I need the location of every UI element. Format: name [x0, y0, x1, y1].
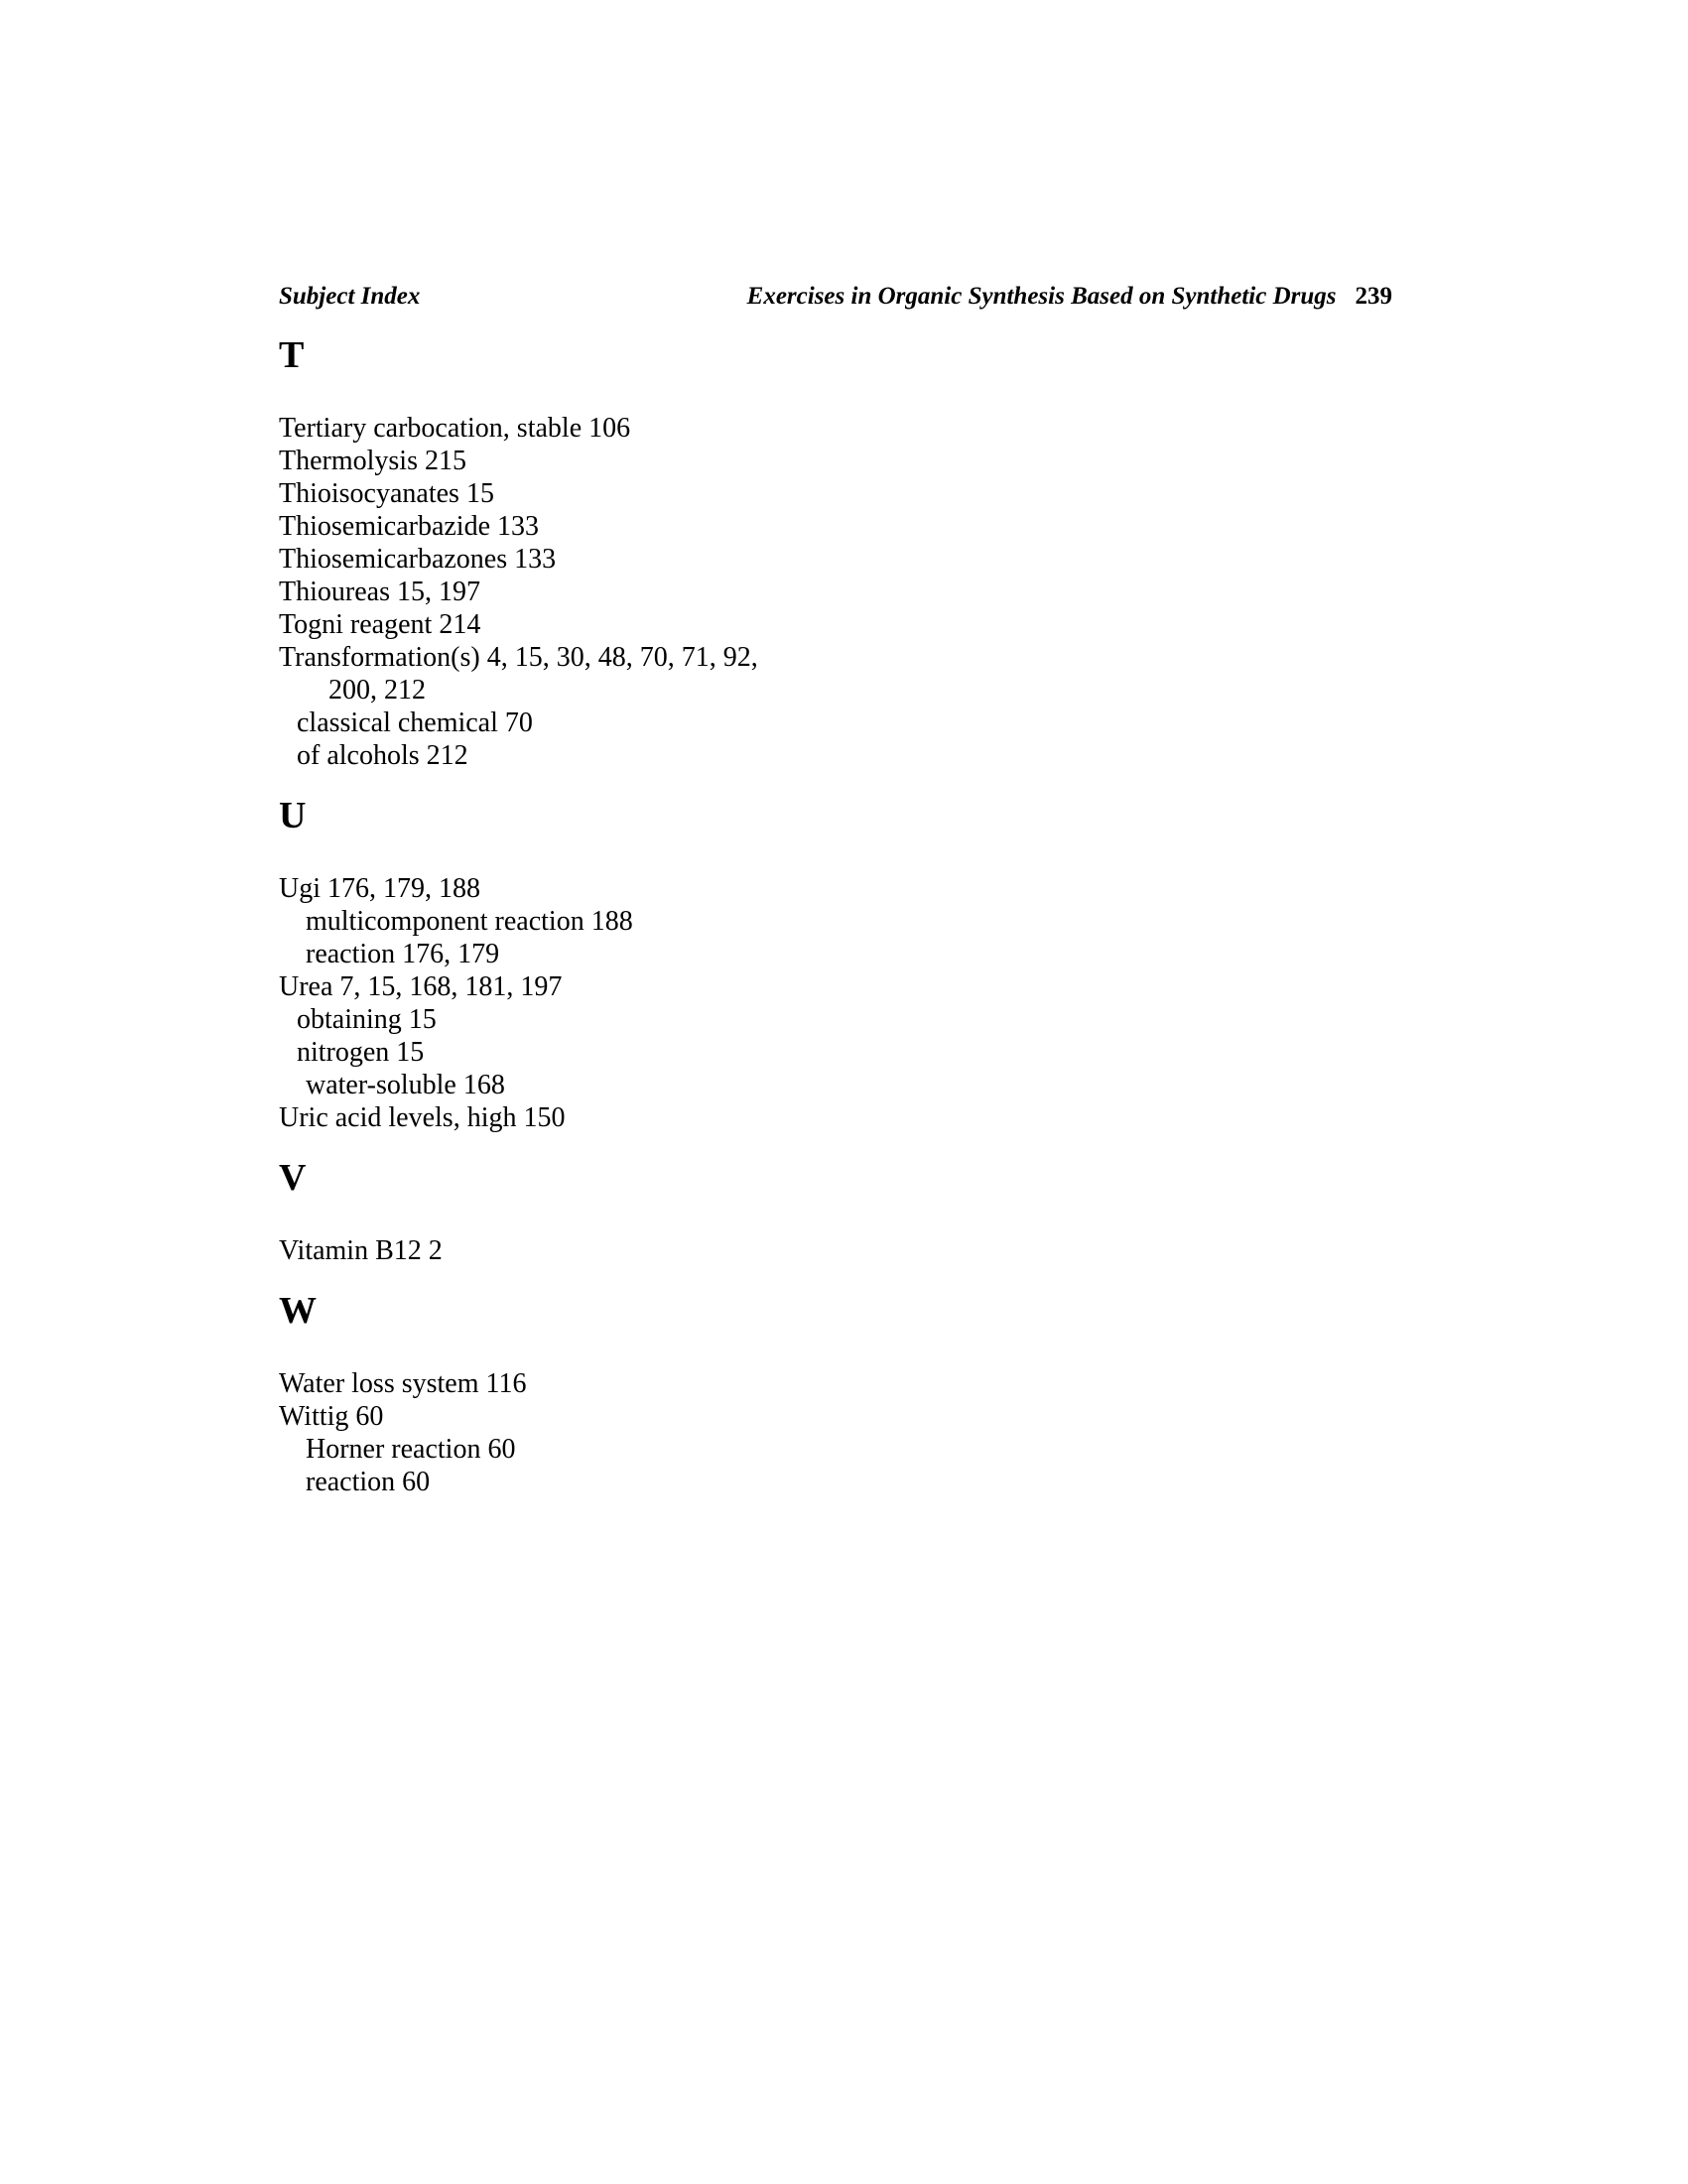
index-entry: Thermolysis 215 — [279, 446, 466, 476]
index-entry: Tertiary carbocation, stable 106 — [279, 413, 631, 444]
section-entries — [279, 1234, 1392, 1267]
index-entry: Thiosemicarbazones 133 — [279, 544, 557, 575]
header-page-number: 239 — [1355, 283, 1392, 310]
index-section — [279, 1158, 1392, 1267]
running-header — [279, 281, 1392, 312]
index-entry: Togni reagent 214 — [279, 609, 481, 640]
header-book-title: Exercises in Organic Synthesis Based on Synthetic Drugs — [746, 283, 1337, 310]
section-entries — [279, 412, 1392, 772]
index-entry: nitrogen 15 — [297, 1037, 425, 1068]
index-entry: of alcohols 212 — [297, 740, 468, 771]
section-letter-heading: V — [279, 1157, 307, 1199]
section-letter-heading: U — [279, 795, 307, 836]
section-entries — [279, 1367, 1392, 1498]
index-entry: obtaining 15 — [297, 1004, 437, 1035]
index-entry: Thioisocyanates 15 — [279, 478, 494, 509]
index-entry: multicomponent reaction 188 — [306, 906, 633, 937]
index-entry: Vitamin B12 2 — [279, 1235, 443, 1266]
index-entry: Thiosemicarbazide 133 — [279, 511, 540, 542]
index-entry: water-soluble 168 — [306, 1070, 505, 1100]
index-entry: Urea 7, 15, 168, 181, 197 — [279, 971, 563, 1002]
index-entry: classical chemical 70 — [297, 707, 533, 738]
index-entry: Transformation(s) 4, 15, 30, 48, 70, 71, 92, — [279, 642, 758, 673]
index-section — [279, 1291, 1392, 1498]
index-entry: Wittig 60 — [279, 1401, 384, 1432]
section-entries — [279, 872, 1392, 1134]
index-entry: 200, 212 — [328, 675, 426, 706]
index-entry: Uric acid levels, high 150 — [279, 1102, 566, 1133]
index-entry: Thioureas 15, 197 — [279, 577, 480, 607]
index-section — [279, 335, 1392, 772]
index-entry: Ugi 176, 179, 188 — [279, 873, 480, 904]
section-letter-heading: T — [279, 334, 305, 376]
section-letter-heading: W — [279, 1290, 317, 1332]
index-entry: Water loss system 116 — [279, 1368, 527, 1399]
index-sections — [279, 335, 1392, 1498]
index-section — [279, 796, 1392, 1134]
index-entry: Horner reaction 60 — [306, 1434, 516, 1465]
header-right-group — [747, 281, 1392, 312]
page-content — [279, 281, 1392, 1498]
index-entry: reaction 60 — [306, 1467, 431, 1497]
header-section-title: Subject Index — [279, 283, 421, 310]
index-entry: reaction 176, 179 — [306, 939, 500, 969]
